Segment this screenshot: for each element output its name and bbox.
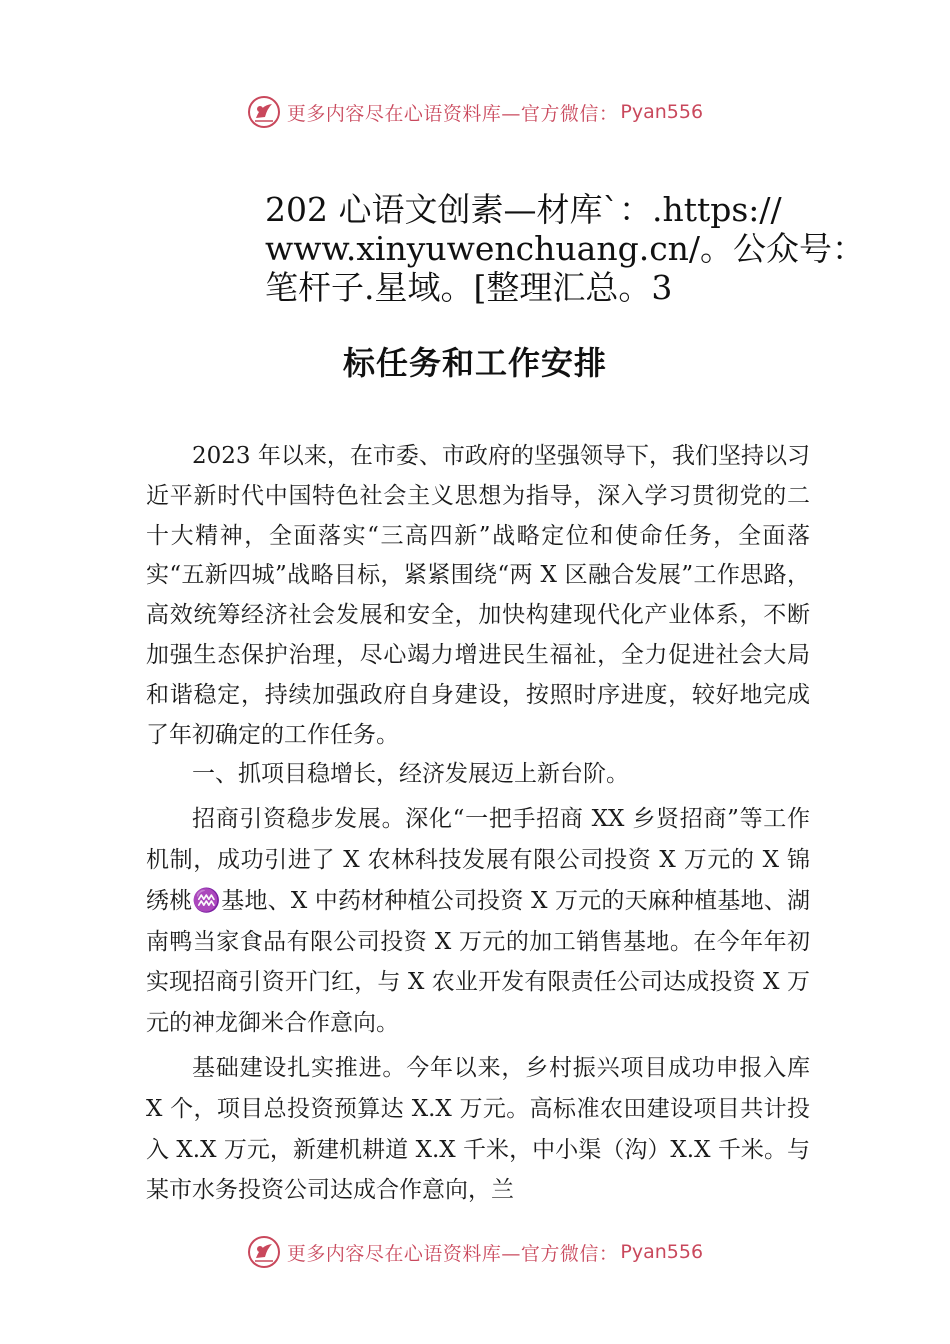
title-line-1: 202 心语文创素—材库`：.https:// bbox=[265, 190, 782, 229]
title-line-3: 笔杆子.星域。[整理汇总。3 bbox=[265, 268, 673, 307]
watermark-wechat-id: Pyan556 bbox=[620, 1241, 704, 1263]
document-body bbox=[146, 437, 810, 1211]
watermark-text: 更多内容尽在心语资料库—官方微信： bbox=[286, 102, 619, 125]
title-line-2: www.xinyuwenchuang.cn/。公众号： bbox=[265, 229, 866, 268]
document-subtitle: 标任务和工作安排 bbox=[342, 344, 607, 382]
section-heading-1: 一、抓项目稳增长，经济发展迈上新台阶。 bbox=[192, 761, 629, 788]
watermark-wechat-id: Pyan556 bbox=[620, 101, 704, 123]
watermark-text: 更多内容尽在心语资料库—官方微信： bbox=[286, 1242, 619, 1265]
paragraph-intro: 2023 年以来，在市委、市政府的坚强领导下，我们坚持以习近平新时代中国特色社会主义思想为指导，深入学习贯彻党的二十大精神，全面落实“三高四新”战略定位和使命任务，全面落实“五新四城”战略目标，紧紧围绕“两 X 区融合发展”工作思路，高效统筹经济社会发展和安全，加快构建现代化产业体系，不断加强生态保护治理，尽心竭力增进民生福祉，全力促进社会大局和谐稳定，持续加强政府自身建设，按照时序进度，较好地完成了年初确定的工作任务。 bbox=[146, 443, 810, 748]
document-title bbox=[265, 190, 866, 307]
header-watermark-banner bbox=[0, 92, 950, 132]
footer-watermark-banner bbox=[0, 1232, 950, 1272]
paragraph-investment: 招商引资稳步发展。深化“一把手招商 XX 乡贤招商”等工作机制，成功引进了 X 农林科技发展有限公司投资 X 万元的 X 锦绣桃♒基地、X 中药材种植公司投资 X 万元的天麻种植基地、湖南鸭当家食品有限公司投资 X 万元的加工销售基地。在今年年初实现招商引资开门红，与 X 农业开发有限责任公司达成投资 X 万元的神龙御米合作意向。 bbox=[146, 806, 810, 1037]
paragraph-infrastructure: 基础建设扎实推进。今年以来，乡村振兴项目成功申报入库 X 个，项目总投资预算达 X.X 万元。高标准农田建设项目共计投入 X.X 万元，新建机耕道 X.X 千米，中小渠（沟）X.X 千米。与某市水务投资公司达成合作意向，兰 bbox=[146, 1054, 810, 1204]
library-logo-icon bbox=[247, 95, 281, 129]
library-logo-icon bbox=[247, 1235, 281, 1269]
